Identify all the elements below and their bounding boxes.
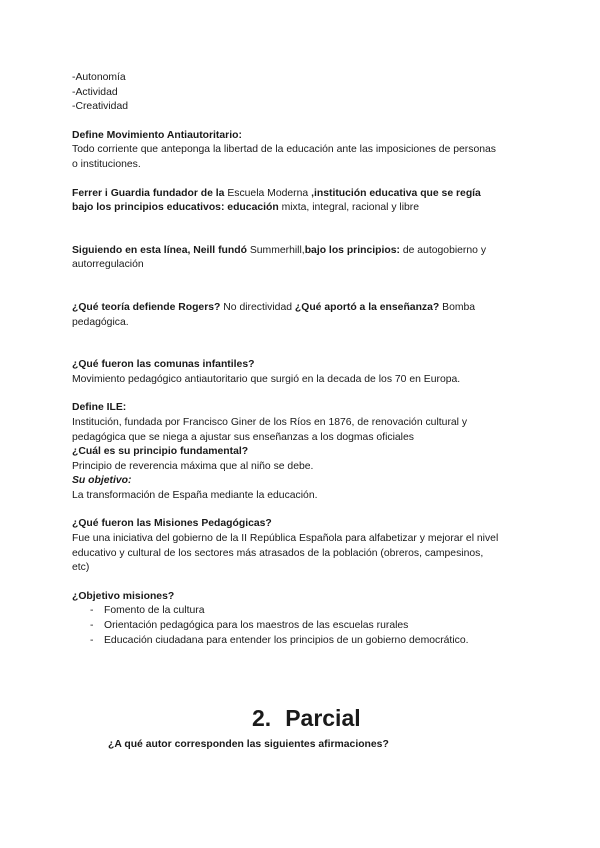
answer-ile: Institución, fundada por Francisco Giner de los Ríos en 1876, de renovación cultural y bbox=[72, 416, 468, 428]
document-body bbox=[72, 71, 532, 648]
intro-item-actividad: -Actividad bbox=[72, 86, 118, 98]
ferrer-text: ,institución educativa que se regía bbox=[311, 187, 481, 199]
question-objetivo-misiones: ¿Objetivo misiones? bbox=[72, 590, 175, 602]
answer-misiones: educativo y cultural de los sectores más atrasados de la población (obreros, campesinos, bbox=[72, 547, 484, 559]
question-rogers-contribution: ¿Qué aportó a la enseñanza? bbox=[294, 301, 440, 313]
answer-comunas: Movimiento pedagógico antiautoritario que surgió en la decada de los 70 en Europa. bbox=[72, 373, 461, 385]
answer-ile-principle: Principio de reverencia máxima que al niño se debe. bbox=[72, 460, 314, 472]
ferrer-text: bajo los principios educativos: educación bbox=[72, 202, 282, 214]
answer-line: Todo corriente que anteponga la libertad de la educación ante las imposiciones de personas bbox=[72, 144, 496, 156]
escuela-moderna: Escuela Moderna bbox=[227, 187, 312, 199]
answer-rogers-contribution: Bomba bbox=[439, 301, 476, 313]
list-item: - Orientación pedagógica para los maestros de las escuelas rurales bbox=[72, 619, 532, 634]
question-ile: Define ILE: bbox=[72, 402, 127, 414]
list-item: - Fomento de la cultura bbox=[72, 604, 532, 619]
ferrer-text: Ferrer i Guardia fundador de la bbox=[72, 187, 228, 199]
neill-text: bajo los principios: bbox=[304, 244, 400, 256]
answer-ile-objective: La transformación de España mediante la educación. bbox=[72, 489, 318, 501]
question-antiautoritario: Define Movimiento Antiautoritario: bbox=[72, 129, 242, 141]
section-title: Parcial bbox=[285, 705, 361, 731]
answer-misiones: Fue una iniciativa del gobierno de la II República Española para alfabetizar y mejorar el nivel bbox=[72, 533, 499, 545]
neill-principles-cont: autorregulación bbox=[72, 259, 144, 271]
answer-rogers-contribution-cont: pedagógica. bbox=[72, 316, 129, 328]
question-ile-principle: ¿Cuál es su principio fundamental? bbox=[72, 446, 249, 458]
summerhill: Summerhill, bbox=[249, 244, 305, 256]
question-rogers-theory: ¿Qué teoría defiende Rogers? bbox=[72, 301, 221, 313]
intro-item-creatividad: -Creatividad bbox=[72, 101, 129, 113]
section-misiones bbox=[72, 517, 532, 575]
neill-text: Siguiendo en esta línea, Neill fundó bbox=[72, 244, 250, 256]
answer-line: o instituciones. bbox=[72, 158, 141, 170]
section-ile bbox=[72, 401, 532, 503]
question-autores: ¿A qué autor corresponden las siguientes afirmaciones? bbox=[108, 739, 389, 750]
section-neill bbox=[72, 244, 532, 273]
section-antiautoritario bbox=[72, 129, 532, 173]
section-ferrer bbox=[72, 187, 532, 216]
section-objetivo-misiones bbox=[72, 590, 532, 648]
objetivos-list bbox=[72, 604, 532, 648]
bullet-marker: - bbox=[90, 605, 94, 617]
question-comunas: ¿Qué fueron las comunas infantiles? bbox=[72, 359, 255, 371]
bullet-marker: - bbox=[90, 620, 94, 632]
section-heading-parcial bbox=[252, 704, 361, 732]
intro-item-autonomia: -Autonomía bbox=[72, 72, 126, 83]
ferrer-principles: mixta, integral, racional y libre bbox=[281, 202, 420, 214]
answer-misiones: etc) bbox=[72, 562, 90, 574]
neill-principles: de autogobierno y bbox=[399, 244, 487, 256]
bullet-marker: - bbox=[90, 634, 94, 646]
question-misiones: ¿Qué fueron las Misiones Pedagógicas? bbox=[72, 518, 272, 530]
section-rogers bbox=[72, 301, 532, 330]
list-item: - Educación ciudadana para entender los principios de un gobierno democrático. bbox=[72, 634, 532, 649]
answer-ile: pedagógica que se niega a ajustar sus enseñanzas a los dogmas oficiales bbox=[72, 431, 414, 443]
question-ile-objective: Su objetivo: bbox=[72, 475, 132, 487]
intro-list bbox=[72, 71, 532, 115]
answer-rogers-theory: No directividad bbox=[220, 301, 295, 313]
section-comunas bbox=[72, 358, 532, 387]
section-number: 2. bbox=[252, 705, 272, 731]
